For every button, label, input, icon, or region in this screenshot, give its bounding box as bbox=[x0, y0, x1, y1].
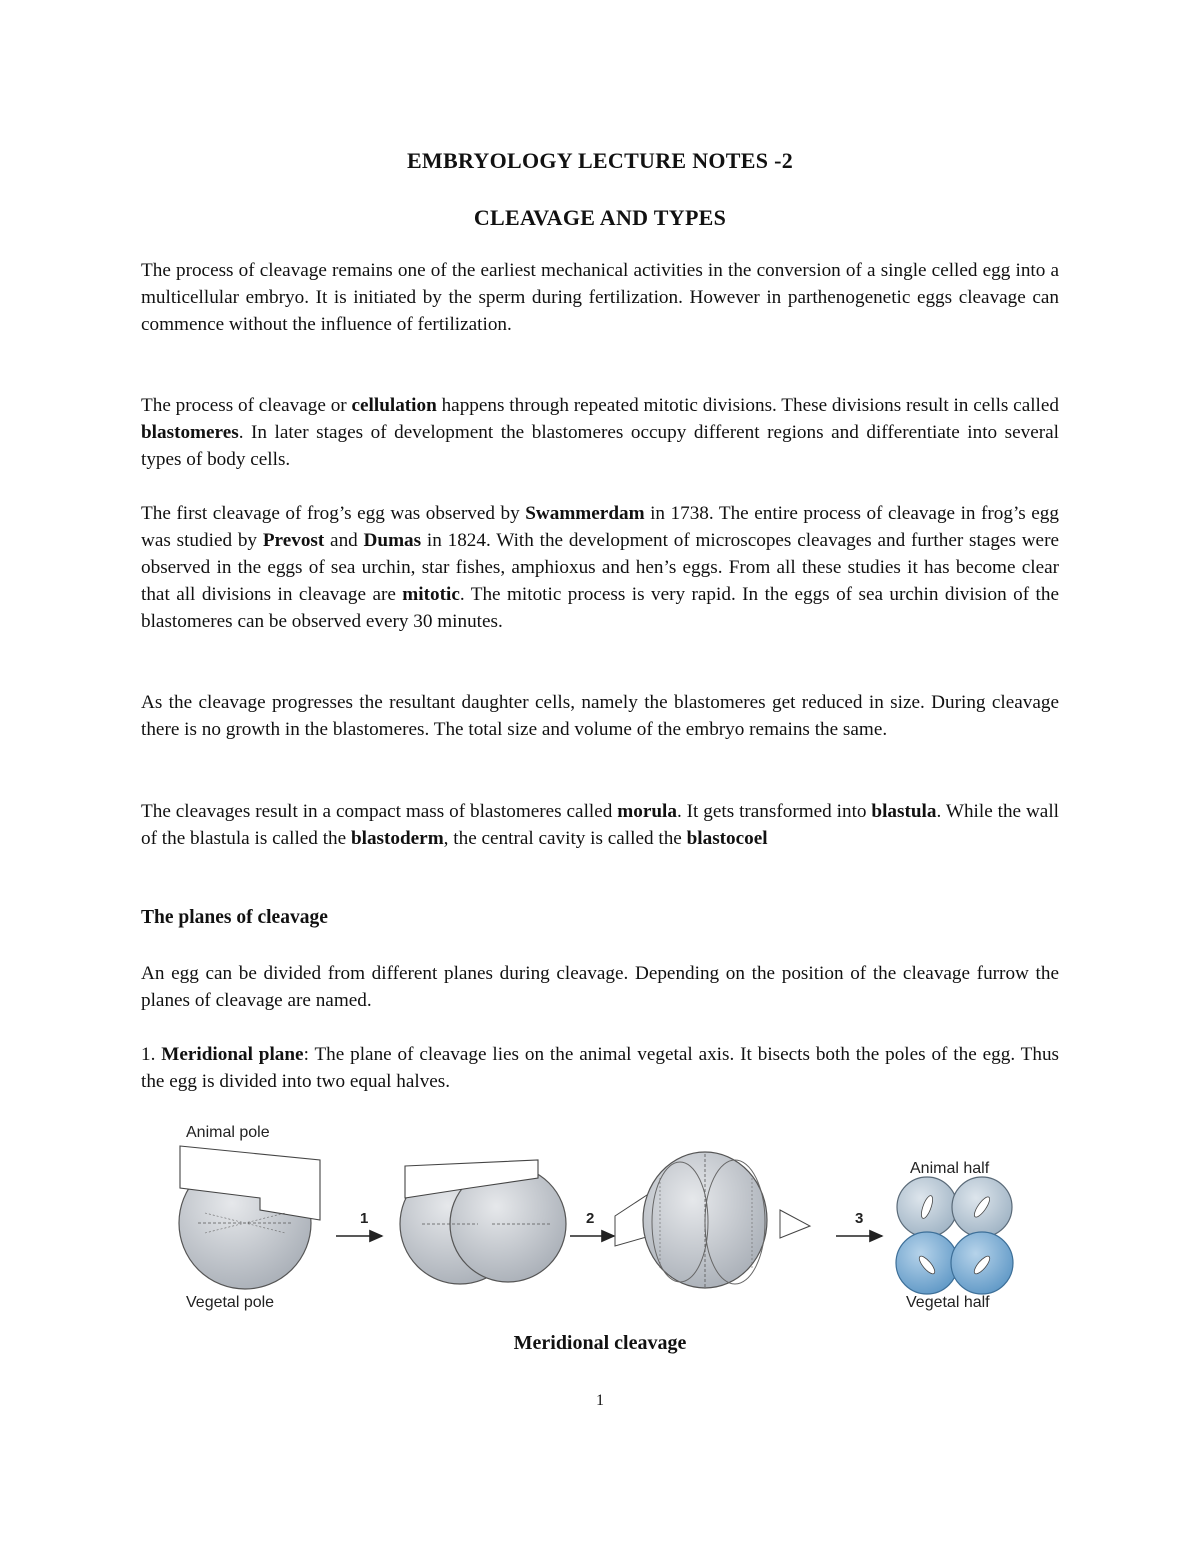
paragraph-morula: The cleavages result in a compact mass of blastomeres called morula. It gets transformed into blastula. While the wall of the blastula is called the blastoderm, the central cavity is called the blastocoel bbox=[141, 801, 1059, 849]
heading-planes-of-cleavage: The planes of cleavage bbox=[141, 907, 328, 928]
stage-four-cell bbox=[615, 1152, 810, 1288]
paragraph-cellulation: The process of cleavage or cellulation happens through repeated mitotic divisions. These divisions result in cells called blastomeres. In later stages of development the blastomeres occupy different regions and differentiate into several types of body cells. bbox=[141, 395, 1059, 470]
section-title: CLEAVAGE AND TYPES bbox=[473, 205, 727, 230]
paragraph-intro: The process of cleavage remains one of the earliest mechanical activities in the conversion of a single celled egg into a multicellular embryo. It is initiated by the sperm during fertilization. However in parthenogenetic eggs cleavage can commence without the influence of fertilization. bbox=[141, 260, 1059, 335]
paragraph-size: As the cleavage progresses the resultant daughter cells, namely the blastomeres get reduced in size. During cleavage there is no growth in the blastomeres. The total size and volume of the embryo remains the same. bbox=[141, 692, 1059, 740]
step-number-1: 1 bbox=[360, 1210, 369, 1227]
label-animal-pole: Animal pole bbox=[186, 1124, 270, 1141]
page-number: 1 bbox=[596, 1392, 604, 1409]
figure-drawing bbox=[160, 1118, 1040, 1318]
figure-caption: Meridional cleavage bbox=[513, 1332, 687, 1354]
paragraph-meridional-plane: 1. Meridional plane: The plane of cleavage lies on the animal vegetal axis. It bisects both the poles of the egg. Thus the egg is divided into two equal halves. bbox=[141, 1044, 1060, 1092]
step-number-3: 3 bbox=[855, 1210, 864, 1227]
stage-eight-cell bbox=[896, 1177, 1013, 1294]
label-animal-half: Animal half bbox=[910, 1160, 990, 1177]
step-number-2: 2 bbox=[586, 1210, 595, 1227]
label-vegetal-half: Vegetal half bbox=[906, 1294, 990, 1311]
label-vegetal-pole: Vegetal pole bbox=[186, 1294, 275, 1311]
document-title: EMBRYOLOGY LECTURE NOTES -2 bbox=[406, 148, 794, 173]
meridional-cleavage-figure bbox=[160, 1118, 1040, 1318]
stage-uncleaved-egg bbox=[179, 1146, 320, 1289]
paragraph-history: The first cleavage of frog’s egg was observed by Swammerdam in 1738. The entire process of cleavage in frog’s egg was studied by Prevost and Dumas in 1824. With the development of microscopes cleavages and further stages were observed in the eggs of sea urchin, star fishes, amphioxus and hen’s eggs. From all these studies it has become clear that all divisions in cleavage are mitotic. The mitotic process is very rapid. In the eggs of sea urchin division of the blastomeres can be observed every 30 minutes. bbox=[141, 503, 1059, 632]
stage-two-cell bbox=[400, 1160, 566, 1284]
paragraph-planes: An egg can be divided from different planes during cleavage. Depending on the position of the cleavage furrow the planes of cleavage are named. bbox=[141, 963, 1059, 1011]
